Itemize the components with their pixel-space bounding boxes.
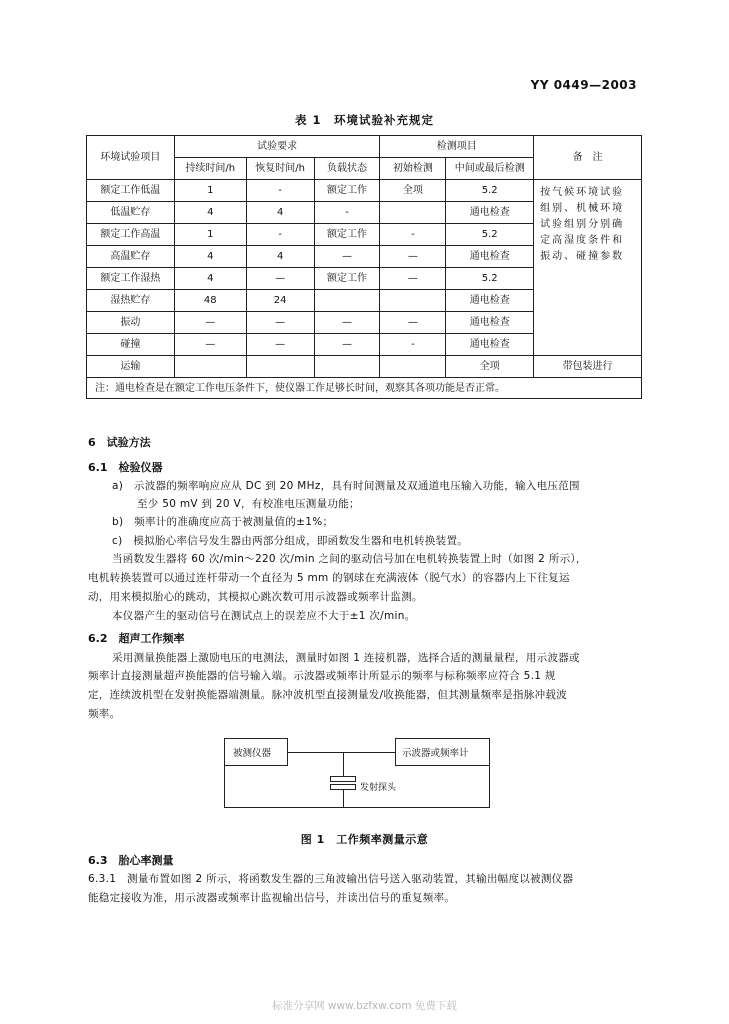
table-cell: 额定工作 bbox=[314, 268, 380, 290]
table-cell: - bbox=[246, 224, 314, 246]
table-caption: 表 1 环境试验补充规定 bbox=[294, 113, 434, 127]
table-footnote-row bbox=[87, 378, 642, 399]
col-group-checks: 检测项目 bbox=[380, 136, 534, 158]
section-6-1-title: 6.1 检验仪器 bbox=[88, 461, 163, 474]
table-footnote: 注：通电检查是在额定工作电压条件下，使仪器工作足够长时间，观察其各项功能是否正常。 bbox=[87, 378, 642, 399]
section-6-title: 6 试验方法 bbox=[88, 436, 151, 449]
table-cell: 通电检查 bbox=[446, 312, 534, 334]
paragraph: c) 模拟胎心率信号发生器由两部分组成，即函数发生器和电机转换装置。 bbox=[112, 535, 469, 547]
table-cell: 振动 bbox=[87, 312, 175, 334]
probe-label: 发射探头 bbox=[360, 783, 397, 793]
table-cell: — bbox=[314, 246, 380, 268]
paragraph: 动，用来模拟胎心的跳动，其模拟心跳次数可用示波器或频率计监测。 bbox=[88, 591, 423, 603]
table-cell: 4 bbox=[246, 246, 314, 268]
paragraph: 本仪器产生的驱动信号在测试点上的误差应不大于±1 次/min。 bbox=[112, 610, 416, 622]
table-cell: 24 bbox=[246, 290, 314, 312]
table-cell: 额定工作低温 bbox=[87, 180, 175, 202]
paragraph: 至少 50 mV 到 20 V，有校准电压测量功能； bbox=[137, 498, 360, 510]
table-cell: 额定工作 bbox=[314, 180, 380, 202]
section-6-2-title: 6.2 超声工作频率 bbox=[88, 632, 185, 645]
subheader-cell: 初始检测 bbox=[380, 158, 446, 180]
table-cell: - bbox=[246, 180, 314, 202]
subheader-cell: 恢复时间/h bbox=[246, 158, 314, 180]
table-cell: 碰撞 bbox=[87, 334, 175, 356]
probe-cable-line bbox=[343, 752, 344, 776]
table-cell: - bbox=[314, 202, 380, 224]
table-cell: 高温贮存 bbox=[87, 246, 175, 268]
table-cell: 1 bbox=[174, 180, 246, 202]
note-transport-cell: 带包装进行 bbox=[534, 356, 642, 378]
col-group-requirements: 试验要求 bbox=[174, 136, 380, 158]
table-cell: 48 bbox=[174, 290, 246, 312]
table-cell: — bbox=[380, 268, 446, 290]
table-cell: — bbox=[246, 268, 314, 290]
table-cell bbox=[314, 290, 380, 312]
paragraph: 频率计直接测量超声换能器的信号输入端。示波器或频率计所显示的频率与标称频率应符合 5.1 规 bbox=[88, 670, 556, 682]
table-cell: — bbox=[314, 334, 380, 356]
connection-line bbox=[288, 752, 395, 753]
paragraph: 6.3.1 测量布置如图 2 所示，将函数发生器的三角波输出信号送入驱动装置，其输出幅度以被测仪器 bbox=[88, 873, 574, 885]
table-cell: 5.2 bbox=[446, 180, 534, 202]
table-cell: 湿热贮存 bbox=[87, 290, 175, 312]
table-cell: — bbox=[246, 312, 314, 334]
table-cell: — bbox=[380, 312, 446, 334]
table-cell: 通电检查 bbox=[446, 290, 534, 312]
table-cell bbox=[380, 290, 446, 312]
oscilloscope-box bbox=[395, 738, 490, 766]
table-cell: 5.2 bbox=[446, 224, 534, 246]
subheader-cell: 中间或最后检测 bbox=[446, 158, 534, 180]
table-cell: — bbox=[174, 312, 246, 334]
table-cell: — bbox=[314, 312, 380, 334]
table-cell: - bbox=[380, 334, 446, 356]
col-header-env: 环境试验项目 bbox=[87, 136, 175, 180]
paragraph: b) 频率计的准确度应高于被测量值的±1%； bbox=[112, 516, 334, 528]
paragraph: 电机转换装置可以通过连杆带动一个直径为 5 mm 的钢球在充满液体（脱气水）的容器内上下往复运 bbox=[88, 572, 570, 584]
probe-top-plate bbox=[330, 776, 356, 782]
table-cell: 额定工作 bbox=[314, 224, 380, 246]
paragraph: 定，连续波机型在发射换能器端测量。脉冲波机型直接测量发/收换能器，但其测量频率是指脉冲载波 bbox=[88, 689, 568, 701]
table-cell bbox=[246, 356, 314, 378]
table-cell: 通电检查 bbox=[446, 334, 534, 356]
table-cell: 1 bbox=[174, 224, 246, 246]
table-cell bbox=[174, 356, 246, 378]
table-cell bbox=[380, 202, 446, 224]
table-cell: 全项 bbox=[380, 180, 446, 202]
table-cell: 低温贮存 bbox=[87, 202, 175, 224]
note-cell: 按气候环境试验组别、机械环境试验组别分别确定高湿度条件和振动、碰撞参数 bbox=[534, 180, 642, 356]
oscilloscope-label: 示波器或频率计 bbox=[402, 748, 469, 759]
figure-1-caption: 图 1 工作频率测量示意 bbox=[300, 833, 429, 846]
probe-base-line bbox=[343, 790, 344, 807]
watermark: 标准分享网 www.bzfxw.com 免费下载 bbox=[272, 1000, 457, 1012]
table-cell bbox=[314, 356, 380, 378]
table-cell: 4 bbox=[246, 202, 314, 224]
table-cell: - bbox=[380, 224, 446, 246]
table-cell: 通电检查 bbox=[446, 246, 534, 268]
environment-test-table bbox=[86, 135, 642, 399]
table-cell: 4 bbox=[174, 268, 246, 290]
table-cell: 额定工作湿热 bbox=[87, 268, 175, 290]
paragraph: 采用测量换能器上激励电压的电测法，测量时如图 1 连接机器，选择合适的测量量程，用示波器或 bbox=[112, 652, 580, 664]
table-header-row bbox=[87, 136, 642, 158]
standard-code: YY 0449—2003 bbox=[530, 78, 637, 92]
table-cell: 额定工作高温 bbox=[87, 224, 175, 246]
table-cell: 4 bbox=[174, 202, 246, 224]
table-cell: — bbox=[246, 334, 314, 356]
frame-right-line bbox=[489, 766, 490, 807]
frame-bottom-line bbox=[224, 807, 490, 808]
subheader-cell: 负载状态 bbox=[314, 158, 380, 180]
paragraph: 当函数发生器将 60 次/min～220 次/min 之间的驱动信号加在电机转换装置上时（如图 2 所示）， bbox=[112, 553, 587, 565]
table-cell: 5.2 bbox=[446, 268, 534, 290]
table-cell: — bbox=[380, 246, 446, 268]
table-row bbox=[87, 180, 642, 202]
table-cell: 全项 bbox=[446, 356, 534, 378]
table-cell: 4 bbox=[174, 246, 246, 268]
table-cell: — bbox=[174, 334, 246, 356]
table-cell bbox=[380, 356, 446, 378]
paragraph: a) 示波器的频率响应应从 DC 到 20 MHz，具有时间测量及双通道电压输入功能，输入电压范围 bbox=[112, 480, 580, 492]
col-header-note: 备 注 bbox=[534, 136, 642, 180]
table-cell: 通电检查 bbox=[446, 202, 534, 224]
paragraph: 能稳定接收为准，用示波器或频率计监视输出信号，并读出信号的重复频率。 bbox=[88, 892, 456, 904]
frame-left-line bbox=[224, 766, 225, 807]
device-under-test-box bbox=[224, 738, 288, 766]
table-cell: 运输 bbox=[87, 356, 175, 378]
device-under-test-label: 被测仪器 bbox=[233, 748, 272, 759]
section-6-3-title: 6.3 胎心率测量 bbox=[88, 854, 174, 867]
paragraph: 频率。 bbox=[88, 708, 121, 720]
subheader-cell: 持续时间/h bbox=[174, 158, 246, 180]
table-row bbox=[87, 356, 642, 378]
